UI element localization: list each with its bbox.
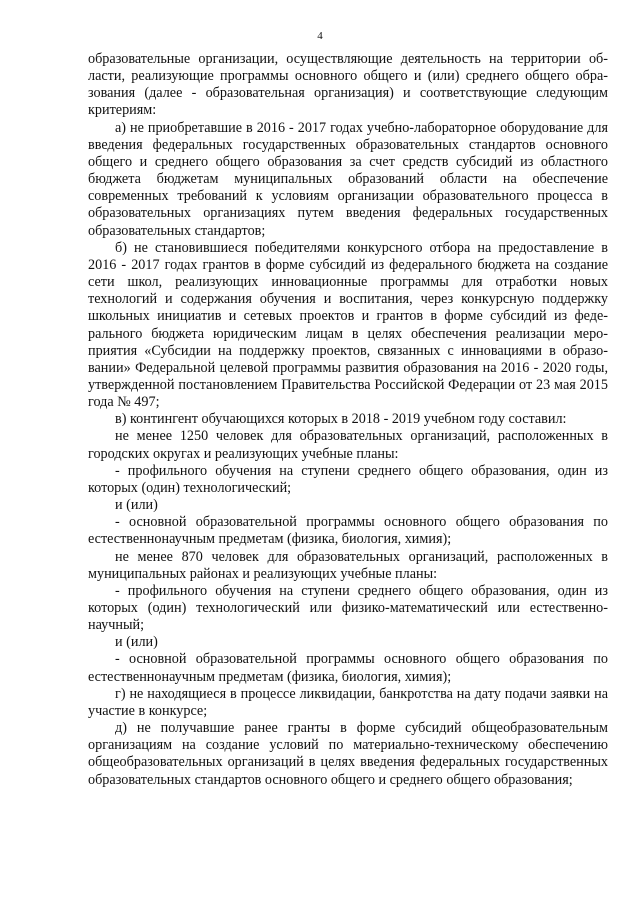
paragraph-criterion-g: г) не находящиеся в процессе ликвидации, банкротства на дату подачи заявки на участие в конкурсе; xyxy=(88,685,608,719)
paragraph-criterion-b: б) не становившиеся победителями конкурсного отбора на предоставление в 2016 - 2017 годах грантов в форме субсидий из федерального бюджета на создание сети школ, реализующих инновационные программы для отработки новых технологий и содержания обучения и воспитания, через конкурсную поддержку школьных инициатив и сетевых проектов и грантов в форме субсидий из федерального бюджета юридическим лицам в целях обеспечения реализации мероприятия «Субсидии на поддержку проектов, связанных с инновациями в образовании» Федеральной целевой программы развития образования на 2016 - 2020 годы, утвержденной постановлением Правительства Российской Федерации от 23 мая 2015 года № 497; xyxy=(88,239,608,411)
paragraph-rural-science: - основной образовательной программы основного общего образования по естественнонаучным предметам (физика, биология, химия); xyxy=(88,651,608,685)
paragraph-criterion-a: а) не приобретавшие в 2016 - 2017 годах учебно-лабораторное оборудование для введения федеральных государственных образовательных стандартов основного общего и среднего общего образования за счет средств субсидий из областного бюджета бюджетам муниципальных образований области на обеспечение современных требований к условиям организации образовательного процесса в образовательных организациях путем введения федеральных государственных образовательных стандартов; xyxy=(88,119,608,239)
paragraph-intro: образовательные организации, осуществляющие деятельность на территории области, реализующие программы основного общего и (или) среднего общего образования (далее - образовательная организация) и соответствующие следующим критериям: xyxy=(88,51,608,119)
paragraph-rural-profile: - профильного обучения на ступени среднего общего образования, один из которых (один) технологический или физико-математический или естественнонаучный; xyxy=(88,582,608,634)
paragraph-urban-science: - основной образовательной программы основного общего образования по естественнонаучным предметам (физика, биология, химия); xyxy=(88,514,608,548)
document-body xyxy=(88,51,608,789)
paragraph-urban-profile: - профильного обучения на ступени среднего общего образования, один из которых (один) технологический; xyxy=(88,462,608,496)
page-number: 4 xyxy=(317,30,323,42)
paragraph-and-or: и (или) xyxy=(115,497,158,514)
paragraph-criterion-d: д) не получавшие ранее гранты в форме субсидий общеобразовательным организациям на создание условий по материально-техническому обеспечению общеобразовательных организаций в целях введения федеральных государственных образовательных стандартов основного общего и среднего общего образования; xyxy=(88,720,608,788)
paragraph-and-or: и (или) xyxy=(115,634,158,651)
paragraph-criterion-v: в) контингент обучающихся которых в 2018 - 2019 учебном году составил: xyxy=(115,411,567,428)
paragraph-urban-contingent: не менее 1250 человек для образовательных организаций, расположенных в городских округах и реализующих учебные планы: xyxy=(88,428,608,462)
paragraph-rural-contingent: не менее 870 человек для образовательных организаций, расположенных в муниципальных районах и реализующих учебные планы: xyxy=(88,548,608,582)
